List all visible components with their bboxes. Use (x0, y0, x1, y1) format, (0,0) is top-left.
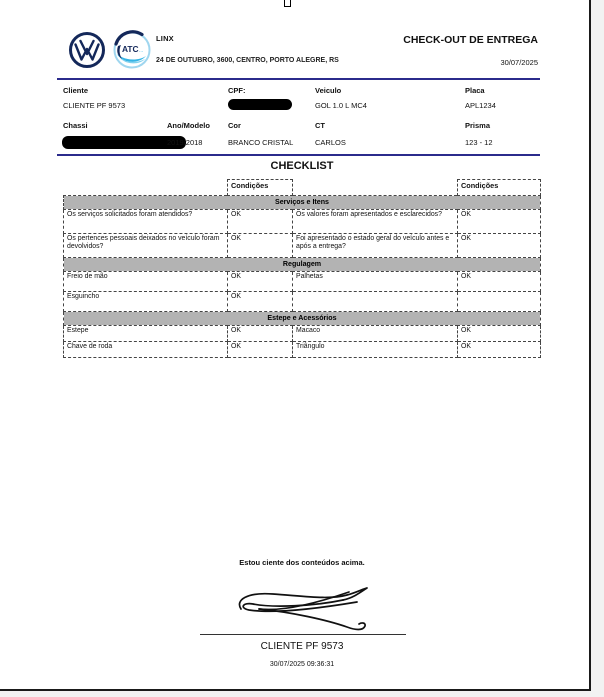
veiculo-value: GOL 1.0 L MC4 (315, 101, 367, 110)
question-cell: Palhetas (293, 271, 458, 291)
ct-value: CARLOS (315, 138, 346, 147)
question-cell: Triângulo (293, 341, 458, 357)
document-title: CHECK-OUT DE ENTREGA (403, 34, 538, 46)
condition-cell: OK (458, 209, 541, 233)
checklist-table (63, 179, 541, 358)
condition-cell: OK (228, 233, 293, 257)
signature-line (200, 634, 406, 635)
ano-modelo-label: Ano/Modelo (167, 121, 210, 130)
placa-label: Placa (465, 86, 485, 95)
checklist-title: CHECKLIST (270, 160, 334, 172)
question-cell: Os valores foram apresentados e esclarecidos? (293, 209, 458, 233)
svg-text:ATC: ATC (122, 44, 139, 54)
veiculo-label: Veiculo (315, 86, 342, 95)
section-band-estepe: Estepe e Acessórios (64, 311, 541, 325)
page-top-glyph (284, 0, 291, 7)
acknowledgement-text: Estou ciente dos conteúdos acima. (239, 558, 365, 567)
condicoes-header-left: Condições (228, 180, 293, 196)
condition-cell: OK (458, 233, 541, 257)
ct-label: CT (315, 121, 325, 130)
atc-dealer-logo (112, 30, 152, 75)
condicoes-header-right: Condições (458, 180, 541, 196)
condition-cell: OK (458, 271, 541, 291)
company-address: 24 DE OUTUBRO, 3600, CENTRO, PORTO ALEGRE, RS (156, 57, 339, 64)
svg-text:...: ... (139, 48, 144, 54)
question-cell: Foi apresentado o estado geral do veículo antes e após a entrega? (293, 233, 458, 257)
cpf-redacted-bar (228, 99, 292, 110)
condition-cell: OK (228, 325, 293, 341)
question-cell (293, 291, 458, 311)
condition-cell: OK (228, 341, 293, 357)
checklist-row (64, 271, 541, 291)
company-name: LINX (156, 34, 174, 43)
checklist-row (64, 209, 541, 233)
section-band-servicos: Serviços e Itens (64, 196, 541, 210)
header-divider (57, 78, 540, 80)
document-date: 30/07/2025 (500, 58, 538, 67)
question-cell: Os pertences pessoais deixados no veículo foram devolvidos? (64, 233, 228, 257)
section-band-regulagem: Regulagem (64, 257, 541, 271)
chassi-label: Chassi (63, 121, 88, 130)
question-cell: Estepe (64, 325, 228, 341)
question-cell: Freio de mão (64, 271, 228, 291)
cliente-label: Cliente (63, 86, 89, 95)
cpf-label: CPF: (228, 86, 246, 95)
condition-cell: OK (228, 271, 293, 291)
question-cell: Esguincho (64, 291, 228, 311)
condition-cell: OK (458, 341, 541, 357)
ano-modelo-value: 2019/2018 (167, 138, 203, 147)
signature-scribble (225, 582, 390, 639)
signature-timestamp: 30/07/2025 09:36:31 (269, 661, 335, 668)
checklist-row (64, 325, 541, 341)
prisma-value: 123 - 12 (465, 138, 493, 147)
signer-name: CLIENTE PF 9573 (260, 641, 344, 652)
condition-cell: OK (228, 209, 293, 233)
checklist-header-row (64, 180, 541, 196)
question-cell: Chave de roda (64, 341, 228, 357)
question-cell: Os serviços solicitados foram atendidos? (64, 209, 228, 233)
prisma-label: Prisma (465, 121, 491, 130)
condition-cell: OK (228, 291, 293, 311)
question-cell: Macaco (293, 325, 458, 341)
condition-cell (458, 291, 541, 311)
cor-label: Cor (228, 121, 241, 130)
checklist-row (64, 341, 541, 357)
placa-value: APL1234 (465, 101, 496, 110)
condition-cell: OK (458, 325, 541, 341)
volkswagen-logo (68, 31, 106, 74)
info-divider (57, 154, 540, 156)
cor-value: BRANCO CRISTAL (228, 138, 294, 147)
cliente-value: CLIENTE PF 9573 (63, 101, 126, 110)
checklist-row (64, 233, 541, 257)
checklist-row (64, 291, 541, 311)
